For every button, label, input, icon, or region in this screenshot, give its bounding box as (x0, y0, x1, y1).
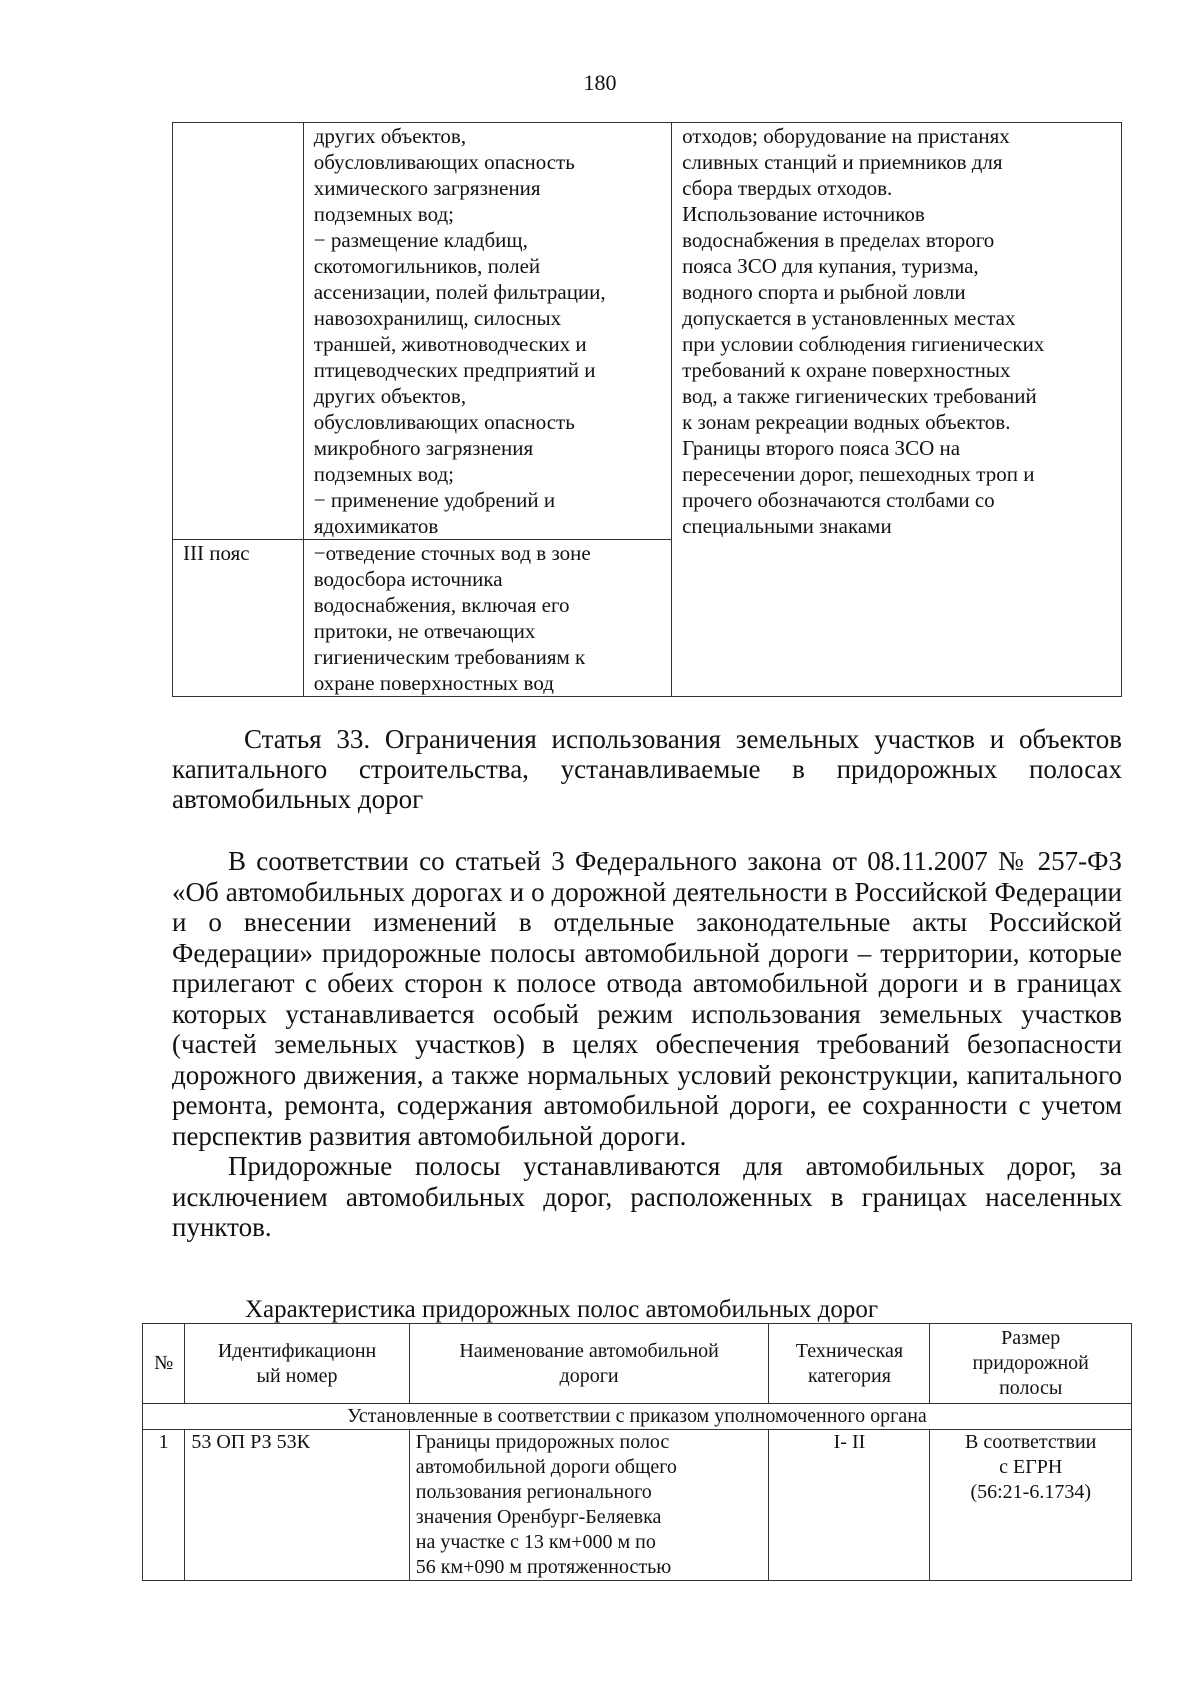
text-line: пользования регионального (415, 1481, 652, 1503)
text-line: Идентификационн (217, 1339, 377, 1362)
text-line: Техническая (795, 1339, 904, 1362)
text-line: ый номер (256, 1364, 338, 1387)
section-title: Установленные в соответствии с приказом уполномоченного органа (143, 1404, 1132, 1430)
text-line: охране поверхностных вод (313, 671, 554, 695)
text-line: пересечении дорог, пешеходных троп и (682, 462, 1035, 486)
paragraph: Придорожные полосы устанавливаются для автомобильных дорог, за исключением автомобильных дорог, расположенных в границах населенных пунктов. (172, 1151, 1122, 1242)
text-line: обусловливающих опасность (313, 150, 575, 174)
text-line: вод, а также гигиенических требований (682, 384, 1037, 408)
text-line: подземных вод; (313, 462, 454, 486)
sanitary-zones-table (172, 122, 1122, 697)
table-row (143, 1430, 1132, 1581)
text-line: значения Оренбург-Беляевка (415, 1506, 662, 1528)
text-line: − применение удобрений и (313, 488, 556, 512)
article-title-text: Статья 33. Ограничения использования земельных участков и объектов капитального строительства, устанавливаемые в придорожных полосах автомобильных дорог (172, 724, 1122, 814)
text-line: на участке с 13 км+000 м по (415, 1531, 656, 1553)
text-line: гигиеническим требованиям к (313, 645, 586, 669)
text-line: скотомогильников, полей (313, 254, 541, 278)
article-body (172, 846, 1122, 1243)
paragraph: В соответствии со статьей 3 Федерального закона от 08.11.2007 № 257-ФЗ «Об автомобильных дорогах и о дорожной деятельности в Российской Федерации и о внесении изменений в отдельные законодательные акты Российской Федерации» придорожные полосы автомобильной дороги – территории, которые прилегают с обеих сторон к полосе отвода автомобильной дороги и в границах которых устанавливается особый режим использования земельных участков (частей земельных участков) в целях обеспечения требований безопасности дорожного движения, а также нормальных условий реконструкции, капитального ремонта, ремонта, содержания автомобильной дороги, ее сохранности с учетом перспектив развития автомобильной дороги. (172, 846, 1122, 1151)
cell-id: 53 ОП РЗ 53К (185, 1430, 409, 1581)
restrictions-cell (303, 123, 671, 540)
section-row (143, 1404, 1132, 1430)
header-category (769, 1324, 930, 1404)
text-line: пояса ЗСО для купания, туризма, (682, 254, 979, 278)
table-caption: Характеристика придорожных полос автомобильных дорог (245, 1296, 879, 1323)
text-line: при условии соблюдения гигиенических (682, 332, 1045, 356)
text-line: категория (807, 1364, 891, 1387)
text-line: водного спорта и рыбной ловли (682, 280, 966, 304)
text-line: микробного загрязнения (313, 436, 534, 460)
cell-category: I- II (769, 1430, 930, 1581)
text-line: −отведение сточных вод в зоне (313, 541, 591, 565)
page-number: 180 (583, 70, 617, 95)
text-line: допускается в установленных местах (682, 306, 1016, 330)
cell-name (409, 1430, 769, 1581)
text-line: автомобильной дороги общего (415, 1456, 677, 1478)
text-line: птицеводческих предприятий и (313, 358, 596, 382)
text-line: ассенизации, полей фильтрации, (313, 280, 606, 304)
text-line: − размещение кладбищ, (313, 228, 528, 252)
text-line: требований к охране поверхностных (682, 358, 1011, 382)
header-width (930, 1324, 1132, 1404)
text-line: отходов; оборудование на пристанях (682, 124, 1010, 148)
text-line: прочего обозначаются столбами со (682, 488, 995, 512)
text-line: химического загрязнения (313, 176, 541, 200)
text-line: В соответствии (965, 1431, 1097, 1453)
text-line: обусловливающих опасность (313, 410, 575, 434)
header-num: № (143, 1324, 185, 1404)
notes-cell (672, 123, 1122, 697)
text-line: других объектов, (313, 124, 467, 148)
text-line: к зонам рекреации водных объектов. (682, 410, 1011, 434)
table-header-row (143, 1324, 1132, 1404)
text-line: (56:21-6.1734) (970, 1481, 1091, 1503)
cell-num: 1 (143, 1430, 185, 1581)
text-line: придорожной (972, 1352, 1089, 1374)
text-line: Размер (1001, 1327, 1061, 1349)
text-line: полосы (999, 1377, 1063, 1399)
text-line: других объектов, (313, 384, 467, 408)
text-line: водоснабжения в пределах второго (682, 228, 995, 252)
text-line: водосбора источника (313, 567, 503, 591)
text-line: подземных вод; (313, 202, 454, 226)
article-title (172, 724, 1122, 814)
header-id (185, 1324, 409, 1404)
text-line: сбора твердых отходов. (682, 176, 893, 200)
text-line: ядохимикатов (313, 514, 439, 538)
text-line: навозохранилищ, силосных (313, 306, 562, 330)
text-line: притоки, не отвечающих (313, 619, 536, 643)
header-name (409, 1324, 769, 1404)
restrictions-cell (303, 540, 671, 697)
text-line: с ЕГРН (999, 1456, 1063, 1478)
table-row (173, 123, 1122, 540)
text-line: специальными знаками (682, 514, 892, 538)
text-line: Границы придорожных полос (415, 1431, 670, 1453)
text-line: 56 км+090 м протяженностью (415, 1556, 672, 1578)
text-line: дороги (559, 1364, 619, 1387)
text-line: Границы второго пояса ЗСО на (682, 436, 961, 460)
zone-cell (173, 123, 304, 540)
cell-width (930, 1430, 1132, 1581)
roadside-strips-table (142, 1323, 1132, 1581)
text-line: Наименование автомобильной (459, 1339, 719, 1362)
zone-cell: III пояс (173, 540, 304, 697)
text-line: водоснабжения, включая его (313, 593, 570, 617)
text-line: траншей, животноводческих и (313, 332, 587, 356)
text-line: сливных станций и приемников для (682, 150, 1003, 174)
text-line: Использование источников (682, 202, 925, 226)
